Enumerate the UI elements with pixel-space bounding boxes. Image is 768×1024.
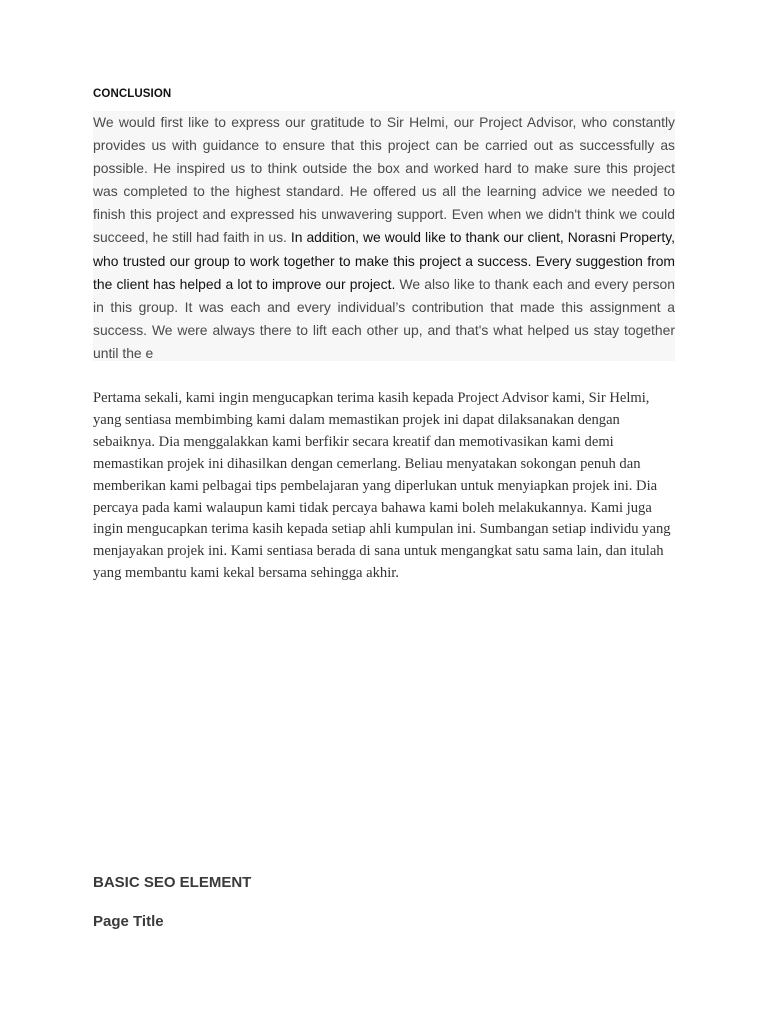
page-title-subheading: Page Title (93, 913, 164, 930)
english-paragraph-part-1: We would first like to express our gratitude to Sir Helmi, our Project Advisor, who constantly provides us with guidance to ensure that this project can be carried out as successfully as possible. He inspired us to think outside the box and worked hard to make sure this project was completed to the highest standard. He offered us all the learning advice we needed to finish this project and expressed his unwavering support. Even when we didn't think we could succeed, he still had faith in us. (93, 114, 675, 246)
english-paragraph-part-2: In addition, we would like to thank our client, Norasni Property, who trusted our group to work together to make this project a success. Every suggestion from the client has helped a lot to improve our project. (93, 229, 675, 292)
english-paragraph-part-3: We also like to thank each and every person in this group. It was each and every individual’s contribution that made this assignment a success. We were always there to lift each other up, and that's what helped us stay together until the e (93, 275, 675, 361)
basic-seo-element-heading: BASIC SEO ELEMENT (93, 874, 252, 891)
english-conclusion-paragraph (93, 111, 675, 365)
malay-conclusion-paragraph: Pertama sekali, kami ingin mengucapkan terima kasih kepada Project Advisor kami, Sir Helmi, yang sentiasa membimbing kami dalam memastikan projek ini dapat dilaksanakan dengan sebaiknya. Dia menggalakkan kami berfikir secara kreatif dan memotivasikan kami demi memastikan projek ini dihasilkan dengan cemerlang. Beliau menyatakan sokongan penuh dan memberikan kami pelbagai tips pembelajaran yang diperlukan untuk menyiapkan projek ini. Dia percaya pada kami walaupun kami tidak percaya bahawa kami boleh melakukannya. Kami juga ingin mengucapkan terima kasih kepada setiap ahli kumpulan ini. Sumbangan setiap individu yang menjayakan projek ini. Kami sentiasa berada di sana untuk mengangkat satu sama lain, dan itulah yang membantu kami kekal bersama sehingga akhir. (93, 390, 671, 582)
conclusion-heading: CONCLUSION (93, 88, 172, 100)
